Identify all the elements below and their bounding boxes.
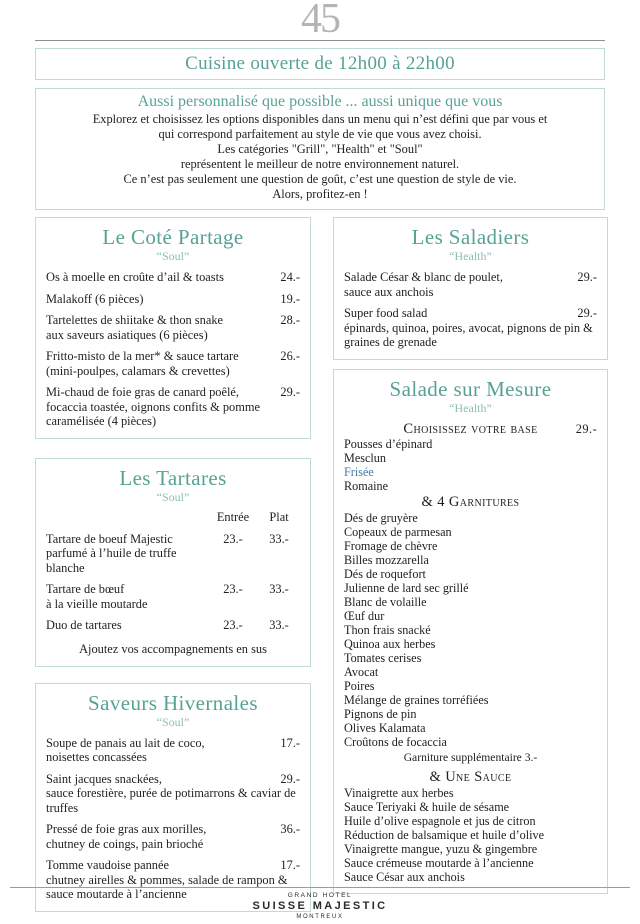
garniture-option: Croûtons de focaccia: [344, 734, 447, 749]
garnitures-header: & 4 Garnitures: [421, 493, 520, 510]
menu-item: [46, 618, 300, 633]
item-price-entree: 23.-: [223, 582, 243, 596]
section-les-tartares: [35, 458, 311, 667]
item-name: Os à moelle en croûte d’ail & toasts: [46, 270, 224, 284]
garniture-option: Billes mozzarella: [344, 552, 429, 567]
hotel-logo-line1: GRAND HOTEL: [287, 892, 353, 899]
item-price: 19.-: [280, 291, 300, 306]
intro-line: Les catégories "Grill", "Health" et "Soul": [217, 142, 423, 156]
item-name: Soupe de panais au lait de coco,: [46, 735, 205, 750]
sauce-option: Sauce César aux anchois: [344, 869, 465, 884]
garniture-option: Fromage de chèvre: [344, 538, 438, 553]
intro-line: représentent le meilleur de notre environnement naturel.: [180, 157, 460, 171]
intro-line: Explorez et choisissez les options disponibles dans un menu qui n’est défini que par vous et: [92, 112, 548, 126]
menu-item: [46, 385, 300, 429]
item-desc: parfumé à l’huile de truffe blanche: [46, 546, 177, 575]
base-header-label: Choisissez votre base: [403, 420, 538, 437]
garniture-option: Mélange de graines torréfiées: [344, 692, 489, 707]
garniture-option: Dés de roquefort: [344, 566, 426, 581]
garniture-option: Tomates cerises: [344, 650, 422, 665]
item-name: Salade César & blanc de poulet,: [344, 270, 503, 284]
section-subtitle: “Soul”: [156, 714, 190, 729]
garniture-option: Thon frais snacké: [344, 622, 431, 637]
base-option: Romaine: [344, 478, 389, 493]
item-price: 36.-: [280, 822, 300, 836]
item-desc: focaccia toastée, oignons confits & pomme caramélisée (4 pièces): [46, 399, 261, 428]
section-subtitle: “Health”: [449, 249, 492, 263]
hotel-logo: [0, 892, 640, 921]
menu-item: [46, 532, 300, 576]
hotel-logo-line3: MONTREUX: [296, 914, 344, 920]
sauce-option: Vinaigrette aux herbes: [344, 785, 454, 800]
section-le-cote-partage: [35, 217, 311, 439]
garniture-option: Blanc de volaille: [344, 594, 427, 609]
base-option: Frisée: [344, 464, 374, 479]
section-subtitle: “Health”: [449, 400, 492, 415]
menu-item: [46, 822, 300, 851]
menu-item: [46, 736, 300, 765]
garniture-supplement-note: Garniture supplémentaire 3.-: [403, 750, 538, 764]
item-name: Saint jacques snackées,: [46, 771, 162, 786]
garniture-option: Julienne de lard sec grillé: [344, 580, 469, 595]
left-column: [35, 217, 311, 912]
item-price: 29.-: [577, 270, 597, 284]
opening-hours-text: Cuisine ouverte de 12h00 à 22h00: [185, 53, 455, 74]
item-desc: épinards, quinoa, poires, avocat, pignons de pin & graines de grenade: [344, 320, 593, 349]
sauce-option: Vinaigrette mangue, yuzu & gingembre: [344, 841, 538, 856]
sauce-header: & Une Sauce: [429, 768, 512, 785]
garniture-option: Copeaux de parmesan: [344, 524, 452, 539]
section-saveurs-hivernales: [35, 683, 311, 912]
section-les-saladiers: [333, 217, 608, 360]
section-title: Salade sur Mesure: [389, 376, 552, 401]
column-header-entree: Entrée: [216, 509, 250, 524]
section-title: Le Coté Partage: [102, 225, 244, 249]
menu-item: [46, 349, 300, 378]
section-subtitle: “Soul”: [156, 489, 190, 504]
page-number: 45: [301, 0, 339, 42]
item-desc: chutney de coings, pain brioché: [46, 836, 204, 851]
item-desc: sauce aux anchois: [344, 284, 434, 299]
garniture-option: Œuf dur: [344, 608, 385, 623]
item-name: Pressé de foie gras aux morilles,: [46, 822, 207, 836]
garniture-option: Olives Kalamata: [344, 720, 426, 735]
item-name: Super food salad: [344, 306, 428, 320]
base-option: Mesclun: [344, 450, 386, 465]
menu-item: [344, 306, 597, 350]
item-price-plat: 33.-: [269, 531, 289, 546]
item-price-plat: 33.-: [269, 618, 289, 632]
base-option: Pousses d’épinard: [344, 436, 433, 451]
item-desc: noisettes concassées: [46, 750, 147, 764]
item-price: 28.-: [280, 313, 300, 327]
item-name: Malakoff (6 pièces): [46, 291, 144, 306]
item-price: 29.-: [577, 306, 597, 320]
item-desc: (mini-poulpes, calamars & crevettes): [46, 363, 230, 378]
intro-title: Aussi personnalisé que possible ... aussi unique que vous: [137, 93, 503, 110]
section-subtitle: “Soul”: [156, 249, 190, 263]
item-price-plat: 33.-: [269, 582, 289, 596]
item-desc: sauce forestière, purée de potimarrons & caviar de truffes: [46, 786, 296, 815]
item-price: 26.-: [280, 349, 300, 363]
garniture-option: Poires: [344, 678, 375, 693]
garniture-option: Quinoa aux herbes: [344, 636, 436, 651]
item-price: 24.-: [280, 270, 300, 284]
item-name: Duo de tartares: [46, 618, 122, 632]
tartares-column-headers: [46, 510, 300, 525]
item-name: Tomme vaudoise pannée: [46, 858, 169, 872]
intro-line: Ce n’est pas seulement une question de goût, c’est une question de style de vie.: [123, 172, 517, 186]
base-price: 29.-: [575, 421, 597, 436]
column-header-plat: Plat: [269, 509, 289, 524]
item-desc: à la vieille moutarde: [46, 596, 148, 611]
item-price: 29.-: [280, 385, 300, 399]
hotel-logo-line2: SUISSE MAJESTIC: [252, 900, 388, 912]
item-price: 29.-: [280, 771, 300, 786]
item-name: Tartare de bœuf: [46, 582, 125, 596]
menu-item: [46, 582, 300, 611]
item-name: Tartare de boeuf Majestic: [46, 531, 173, 546]
menu-item: [46, 270, 300, 285]
menu-item: [46, 313, 300, 342]
tartares-footnote: Ajoutez vos accompagnements en sus: [79, 641, 267, 656]
item-desc: aux saveurs asiatiques (6 pièces): [46, 327, 208, 342]
item-name: Tartelettes de shiitake & thon snake: [46, 313, 224, 327]
section-title: Les Saladiers: [411, 225, 530, 249]
section-title: Les Tartares: [119, 465, 227, 490]
intro-line: Alors, profitez-en !: [272, 187, 368, 201]
item-price: 17.-: [280, 735, 300, 750]
menu-item: [46, 292, 300, 307]
opening-hours-banner: [35, 48, 605, 80]
sauce-option: Huile d’olive espagnole et jus de citron: [344, 813, 536, 828]
item-price-entree: 23.-: [223, 618, 243, 632]
menu-item: [46, 772, 300, 816]
footer-rule: [10, 887, 630, 888]
item-desc: chutney airelles & pommes, salade de rampon & sauce moutarde à l’ancienne: [46, 872, 288, 901]
section-salade-sur-mesure: [333, 369, 608, 894]
garniture-option: Dés de gruyère: [344, 510, 418, 525]
intro-box: [35, 88, 605, 210]
item-name: Mi-chaud de foie gras de canard poêlé,: [46, 385, 239, 399]
sauce-option: Sauce Teriyaki & huile de sésame: [344, 799, 510, 814]
base-header: [344, 421, 597, 437]
section-title: Saveurs Hivernales: [88, 690, 258, 715]
item-price: 17.-: [280, 858, 300, 872]
intro-line: qui correspond parfaitement au style de vie que vous avez choisi.: [158, 127, 482, 141]
right-column: [333, 217, 608, 894]
item-name: Fritto-misto de la mer* & sauce tartare: [46, 349, 239, 363]
garniture-option: Avocat: [344, 664, 379, 679]
sauce-option: Réduction de balsamique et huile d’olive: [344, 827, 545, 842]
item-price-entree: 23.-: [223, 531, 243, 546]
garniture-option: Pignons de pin: [344, 706, 417, 721]
sauce-option: Sauce crémeuse moutarde à l’ancienne: [344, 855, 534, 870]
menu-item: [344, 270, 597, 299]
